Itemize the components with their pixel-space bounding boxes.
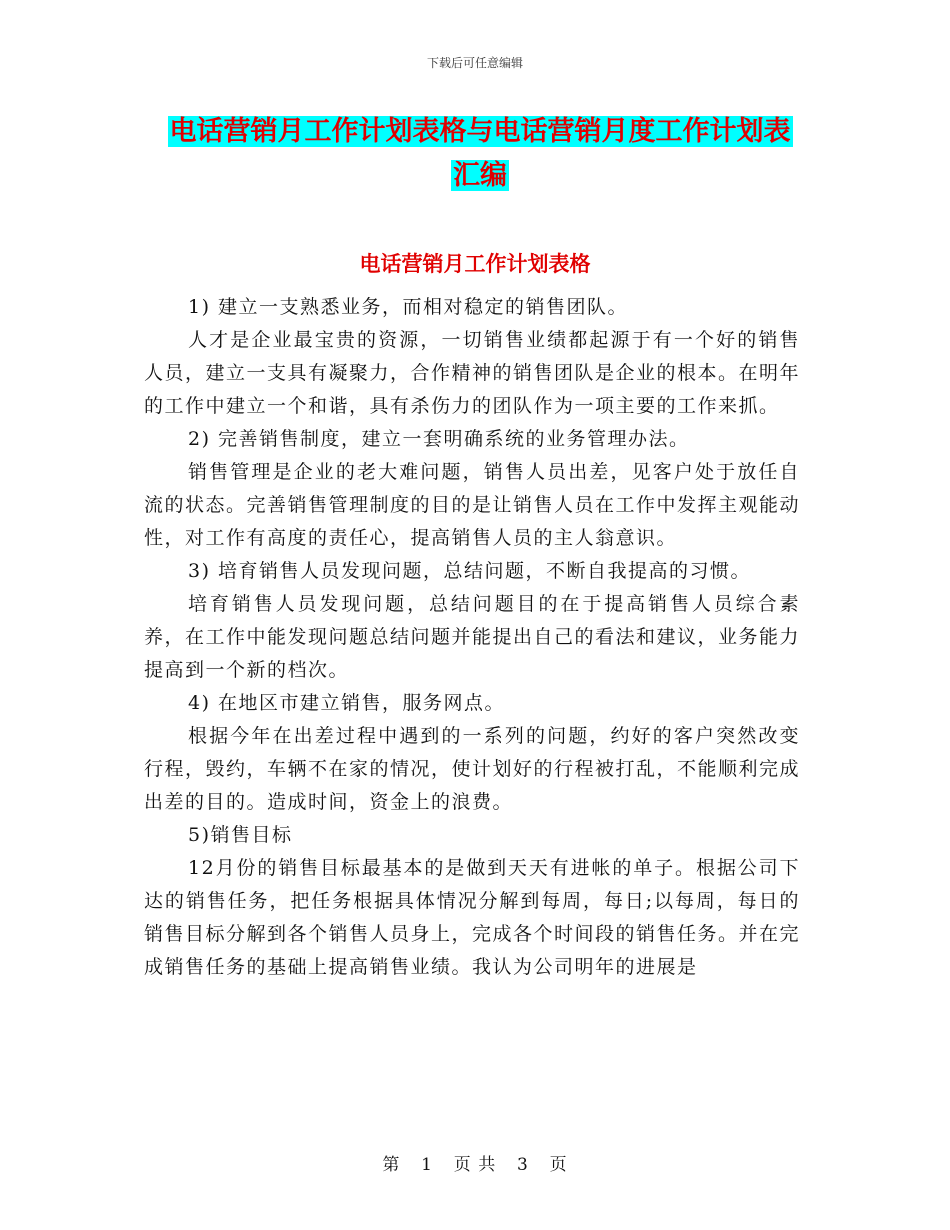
paragraph: 3) 培育销售人员发现问题，总结问题，不断自我提高的习惯。: [188, 560, 752, 582]
page-label-suffix: 页: [549, 1155, 568, 1175]
page-label-prefix: 第: [382, 1155, 401, 1175]
section-subtitle: 电话营销月工作计划表格: [359, 252, 591, 276]
header-note: 下载后可任意编辑: [426, 56, 523, 70]
page-footer: [0, 1150, 950, 1175]
title-line-1: 电话营销月工作计划表格与电话营销月度工作计划表: [169, 116, 791, 147]
paragraph: 人才是企业最宝贵的资源，一切销售业绩都起源于有一个好的销售人员，建立一支具有凝聚力，合作精神的销售团队是企业的根本。在明年的工作中建立一个和谐，具有杀伤力的团队作为一项主要的工作来抓。: [144, 329, 801, 417]
total-pages-number: 3: [517, 1155, 529, 1175]
document-title: [150, 110, 810, 198]
paragraph: 培育销售人员发现问题，总结问题目的在于提高销售人员综合素养，在工作中能发现问题总结问题并能提出自己的看法和建议，业务能力提高到一个新的档次。: [144, 593, 801, 681]
paragraph: 销售管理是企业的老大难问题，销售人员出差，见客户处于放任自流的状态。完善销售管理制度的目的是让销售人员在工作中发挥主观能动性，对工作有高度的责任心，提高销售人员的主人翁意识。: [144, 461, 801, 549]
paragraph: 1) 建立一支熟悉业务，而相对稳定的销售团队。: [188, 296, 629, 318]
current-page-number: 1: [421, 1155, 433, 1175]
paragraph: 12月份的销售目标最基本的是做到天天有进帐的单子。根据公司下达的销售任务，把任务根据具体情况分解到每周，每日;以每周，每日的销售目标分解到各个销售人员身上，完成各个时间段的销售任务。并在完成销售任务的基础上提高销售业绩。我认为公司明年的进展是: [144, 857, 801, 978]
page-label-mid: 页 共: [453, 1155, 497, 1175]
paragraph: 4) 在地区市建立销售，服务网点。: [188, 692, 506, 714]
paragraph: 5)销售目标: [188, 824, 293, 846]
paragraph: 根据今年在出差过程中遇到的一系列的问题，约好的客户突然改变行程，毁约，车辆不在家的情况，使计划好的行程被打乱，不能顺利完成出差的目的。造成时间，资金上的浪费。: [144, 725, 801, 813]
title-line-2: 汇编: [453, 160, 507, 191]
body-content: [144, 291, 800, 984]
paragraph: 2) 完善销售制度，建立一套明确系统的业务管理办法。: [188, 428, 690, 450]
